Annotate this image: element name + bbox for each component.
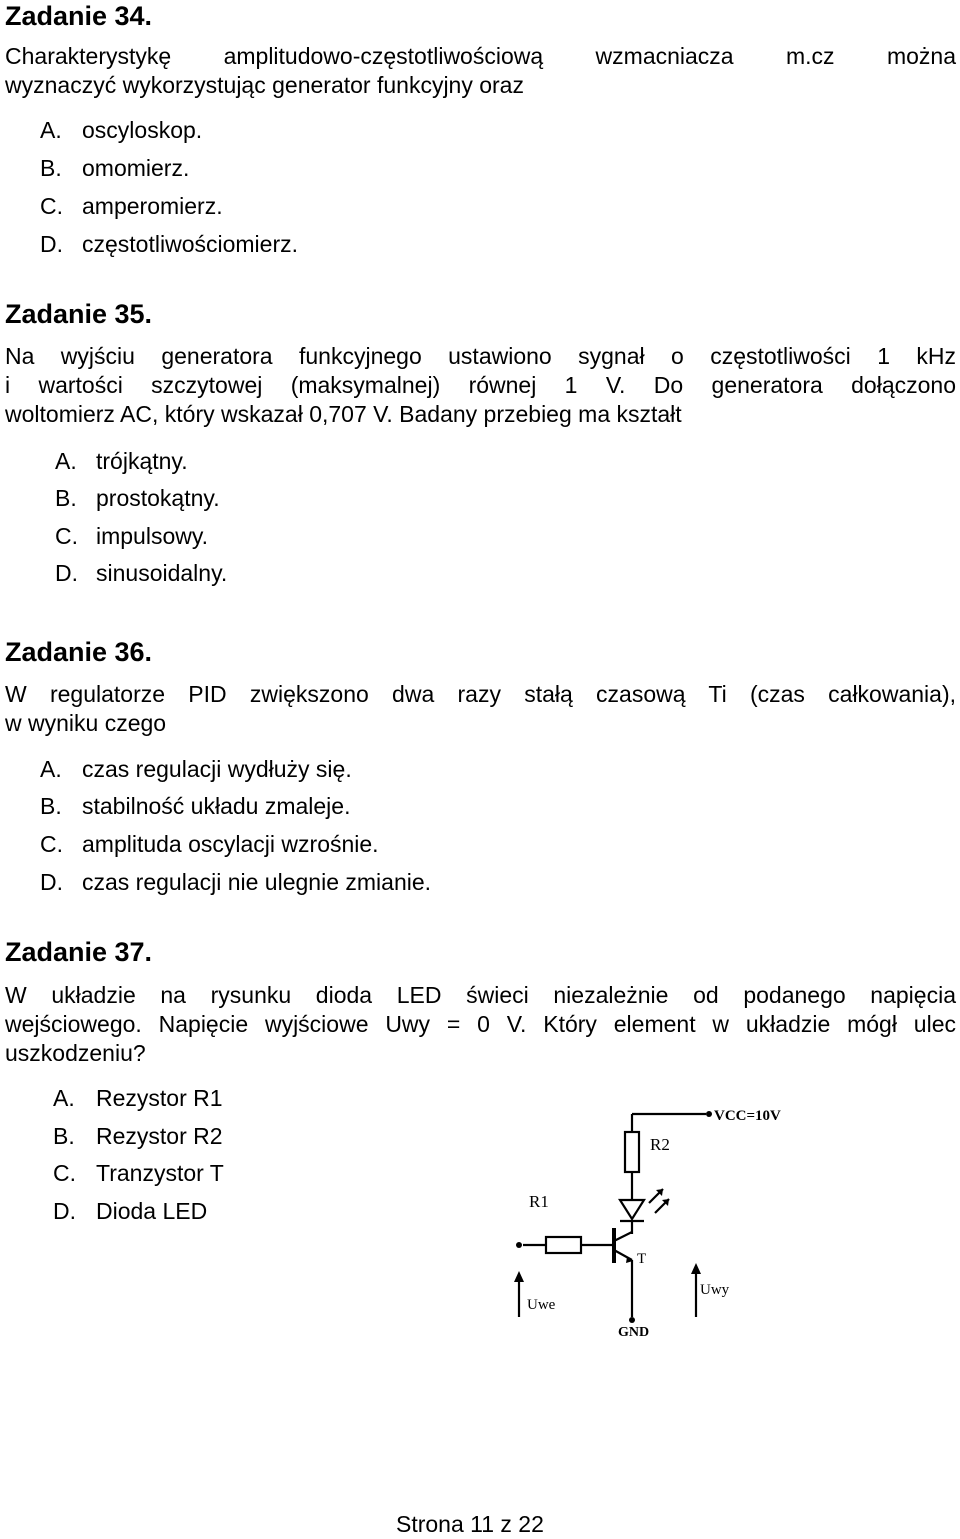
task-37-question-line-1: W układzie na rysunku dioda LED świeci niezależnie od podanego napięcia <box>5 982 956 1008</box>
r2-label: R2 <box>650 1135 670 1154</box>
option-letter: C. <box>40 193 63 219</box>
option-letter: B. <box>40 793 62 819</box>
transistor-label: T <box>637 1251 647 1267</box>
option-letter: A. <box>40 117 62 143</box>
page-footer: Strona 11 z 22 <box>396 1511 544 1537</box>
option-letter: A. <box>40 756 62 782</box>
option-letter: A. <box>53 1085 75 1111</box>
option-text: czas regulacji wydłuży się. <box>82 756 352 782</box>
option-text: sinusoidalny. <box>96 560 228 586</box>
task-37-question-line-3: uszkodzeniu? <box>5 1040 146 1066</box>
task-35-question-line-1: Na wyjściu generatora funkcyjnego ustawiono sygnał o częstotliwości 1 kHz <box>5 343 956 369</box>
option-text: amplituda oscylacji wzrośnie. <box>82 831 379 857</box>
option-text: prostokątny. <box>96 485 220 511</box>
option-text: omomierz. <box>82 155 190 181</box>
option-text: impulsowy. <box>96 523 209 549</box>
task-35-question-line-3: woltomierz AC, który wskazał 0,707 V. Badany przebieg ma kształt <box>5 401 682 427</box>
transistor-emitter <box>614 1250 632 1260</box>
vcc-terminal <box>706 1111 712 1117</box>
task-34-question-line-2: wyznaczyć wykorzystując generator funkcyjny oraz <box>5 72 524 98</box>
task-35-question-line-2: i wartości szczytowej (maksymalnej) równej 1 V. Do generatora dołączono <box>5 372 956 398</box>
option-text: częstotliwościomierz. <box>82 231 298 257</box>
task-35-title: Zadanie 35. <box>5 299 153 329</box>
task-37-question-line-2: wejściowego. Napięcie wyjściowe Uwy = 0 V. Który element w układzie mógł ulec <box>5 1011 956 1037</box>
option-text: Rezystor R1 <box>96 1085 223 1111</box>
led-diode-symbol <box>620 1200 644 1219</box>
option-text: oscyloskop. <box>82 117 203 143</box>
task-36-title: Zadanie 36. <box>5 637 153 667</box>
uwe-label: Uwe <box>527 1297 556 1313</box>
task-36-question-line-1: W regulatorze PID zwiększono dwa razy stałą czasową Ti (czas całkowania), <box>5 681 956 707</box>
option-letter: C. <box>40 831 63 857</box>
uwe-arrowhead <box>514 1271 524 1282</box>
option-text: Rezystor R2 <box>96 1123 223 1149</box>
option-text: czas regulacji nie ulegnie zmianie. <box>82 869 432 895</box>
task-37-title: Zadanie 37. <box>5 937 153 967</box>
gnd-terminal <box>629 1317 635 1323</box>
uwy-label: Uwy <box>700 1282 730 1298</box>
gnd-label: GND <box>618 1325 650 1340</box>
option-text: stabilność układu zmaleje. <box>82 793 351 819</box>
vcc-label: VCC=10V <box>714 1108 781 1124</box>
r1-resistor <box>546 1237 581 1253</box>
option-letter: C. <box>55 523 78 549</box>
r1-label: R1 <box>529 1192 549 1211</box>
option-letter: B. <box>55 485 77 511</box>
option-letter: D. <box>55 560 78 586</box>
task-34-question-line-1: Charakterystykę amplitudowo-częstotliwościową wzmacniacza m.cz można <box>5 43 956 69</box>
option-letter: B. <box>40 155 62 181</box>
option-text: amperomierz. <box>82 193 223 219</box>
uwy-arrowhead <box>691 1263 701 1274</box>
option-text: Tranzystor T <box>96 1160 224 1186</box>
task-36-question-line-2: w wyniku czego <box>5 710 167 736</box>
option-letter: D. <box>53 1198 76 1224</box>
option-letter: D. <box>40 869 63 895</box>
option-letter: C. <box>53 1160 76 1186</box>
option-text: trójkątny. <box>96 448 188 474</box>
option-letter: A. <box>55 448 77 474</box>
task-34-title: Zadanie 34. <box>5 1 153 31</box>
option-text: Dioda LED <box>96 1198 208 1224</box>
transistor-collector <box>614 1232 632 1241</box>
r2-resistor <box>625 1132 639 1172</box>
option-letter: D. <box>40 231 63 257</box>
input-terminal <box>516 1242 522 1248</box>
option-letter: B. <box>53 1123 75 1149</box>
